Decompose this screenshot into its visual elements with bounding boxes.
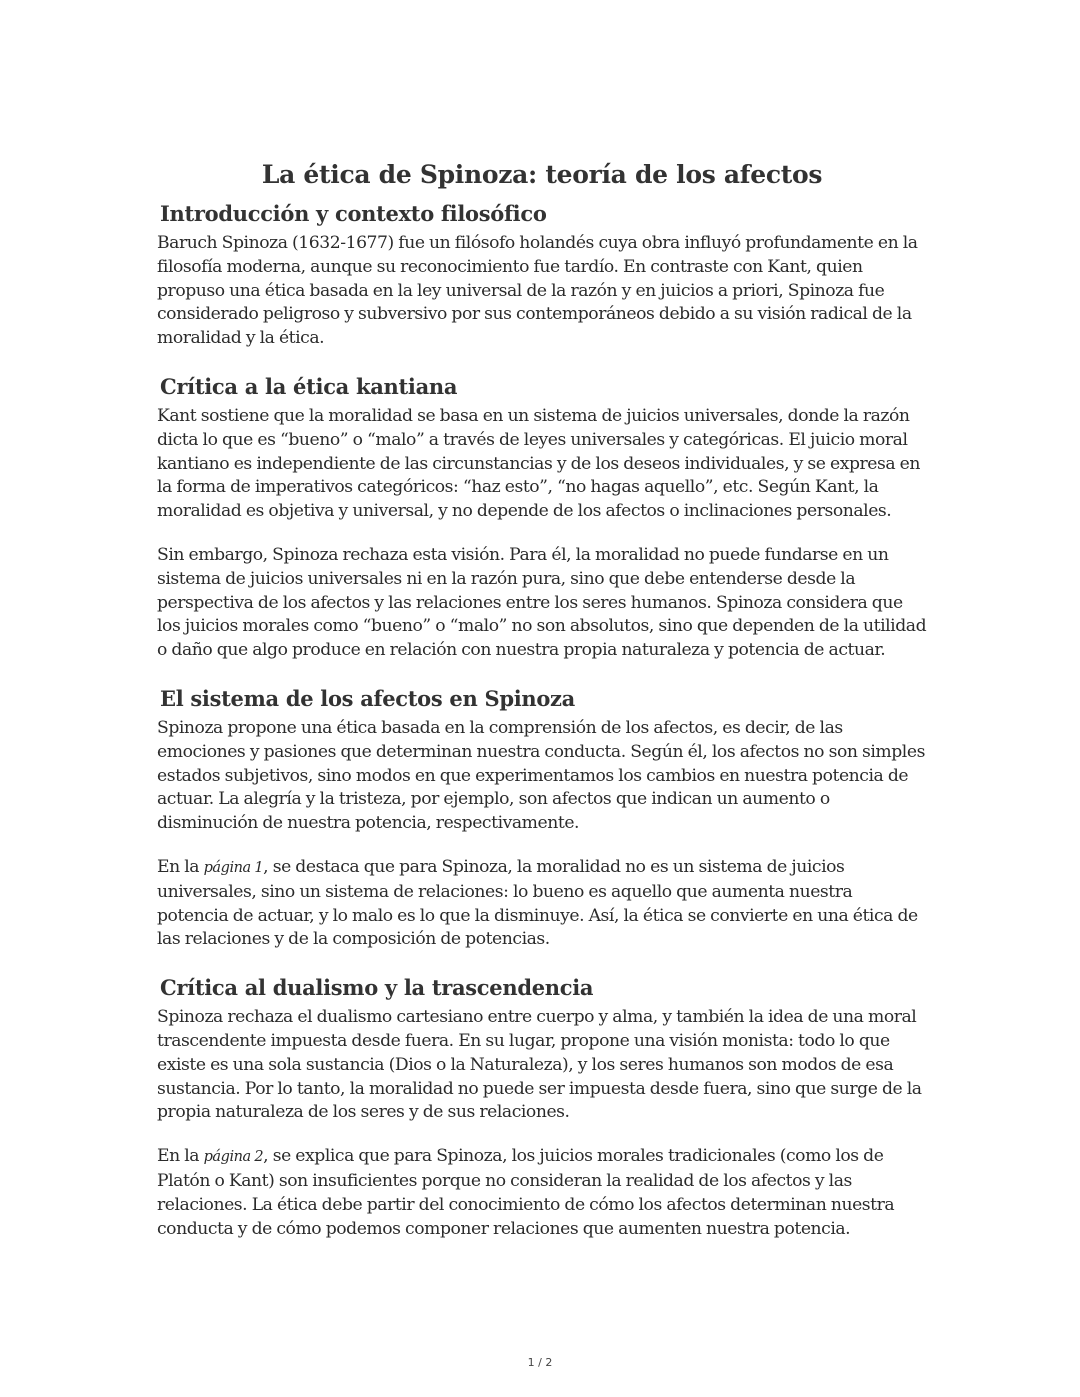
paragraph: Spinoza rechaza el dualismo cartesiano entre cuerpo y alma, y también la idea de una moral trascendente impuesta desde fuera. En su lugar, propone una visión monista: todo lo que existe es una sola sustancia (Dios o la Naturaleza), y los seres humanos son modos de esa sustancia. Por lo tanto, la moralidad no puede ser impuesta desde fuera, sino que surge de la propia naturaleza de los seres y de sus relaciones. — [157, 1007, 922, 1123]
section-heading: Crítica al dualismo y la trascendencia — [160, 975, 594, 1001]
paragraph: Baruch Spinoza (1632-1677) fue un filósofo holandés cuya obra influyó profundamente en la filosofía moderna, aunque su reconocimiento fue tardío. En contraste con Kant, quien propuso una ética basada en la ley universal de la razón y en juicios a priori, Spinoza fue considerado peligroso y subversivo por sus contemporáneos debido a su visión radical de la moralidad y la ética. — [157, 233, 918, 349]
section-introduction — [157, 200, 927, 351]
paragraph-text: , se destaca que para Spinoza, la moralidad no es un sistema de juicios universales, sino un sistema de relaciones: lo bueno es aquello que aumenta nuestra potencia de actuar, y lo malo es lo que la disminuye. Así, la ética se convierte en una ética de las relaciones y de la composición de potencias. — [157, 856, 918, 950]
paragraph-prefix: En la — [157, 856, 204, 877]
paragraph-text: , se explica que para Spinoza, los juicios morales tradicionales (como los de Platón o Kant) son insuficientes porque no consideran la realidad de los afectos y las relaciones. La ética debe partir del conocimiento de cómo los afectos determinan nuestra conducta y de cómo podemos componer relaciones que aumenten nuestra potencia. — [157, 1146, 895, 1239]
page-reference: página 2 — [203, 1149, 264, 1166]
paragraph: Sin embargo, Spinoza rechaza esta visión. Para él, la moralidad no puede fundarse en un sistema de juicios universales ni en la razón pura, sino que debe entenderse desde la perspectiva de los afectos y las relaciones entre los seres humanos. Spinoza considera que los juicios morales como “bueno” o “malo” no son absolutos, sino que dependen de la utilidad o daño que algo produce en relación con nuestra propia naturaleza y potencia de actuar. — [157, 544, 927, 661]
section-heading: El sistema de los afectos en Spinoza — [160, 685, 575, 711]
document-page — [157, 158, 927, 1241]
paragraph-with-page-reference — [157, 856, 927, 952]
paragraph-with-page-reference — [157, 1145, 927, 1241]
paragraph-prefix: En la — [157, 1146, 204, 1167]
document-title: La ética de Spinoza: teoría de los afectos — [261, 160, 823, 189]
section-kant-critique — [157, 373, 927, 663]
page-indicator: 1 / 2 — [527, 1356, 553, 1369]
paragraph: Kant sostiene que la moralidad se basa en un sistema de juicios universales, donde la razón dicta lo que es “bueno” o “malo” a través de leyes universales y categóricas. El juicio moral kantiano es independiente de las circunstancias y de los deseos individuales, y se expresa en la forma de imperativos categóricos: “haz esto”, “no hagas aquello”, etc. Según Kant, la moralidad es objetiva y universal, y no depende de los afectos o inclinaciones personales. — [157, 405, 920, 522]
section-dualism-critique — [157, 974, 927, 1241]
section-heading: Crítica a la ética kantiana — [160, 373, 458, 399]
section-heading: Introducción y contexto filosófico — [160, 201, 547, 226]
paragraph: Spinoza propone una ética basada en la comprensión de los afectos, es decir, de las emociones y pasiones que determinan nuestra conducta. Según él, los afectos no son simples estados subjetivos, sino modos en que experimentamos los cambios en nuestra potencia de actuar. La alegría y la tristeza, por ejemplo, son afectos que indican un aumento o disminución de nuestra potencia, respectivamente. — [157, 717, 925, 834]
page-reference: página 1 — [203, 859, 264, 876]
section-affects-system — [157, 685, 927, 952]
